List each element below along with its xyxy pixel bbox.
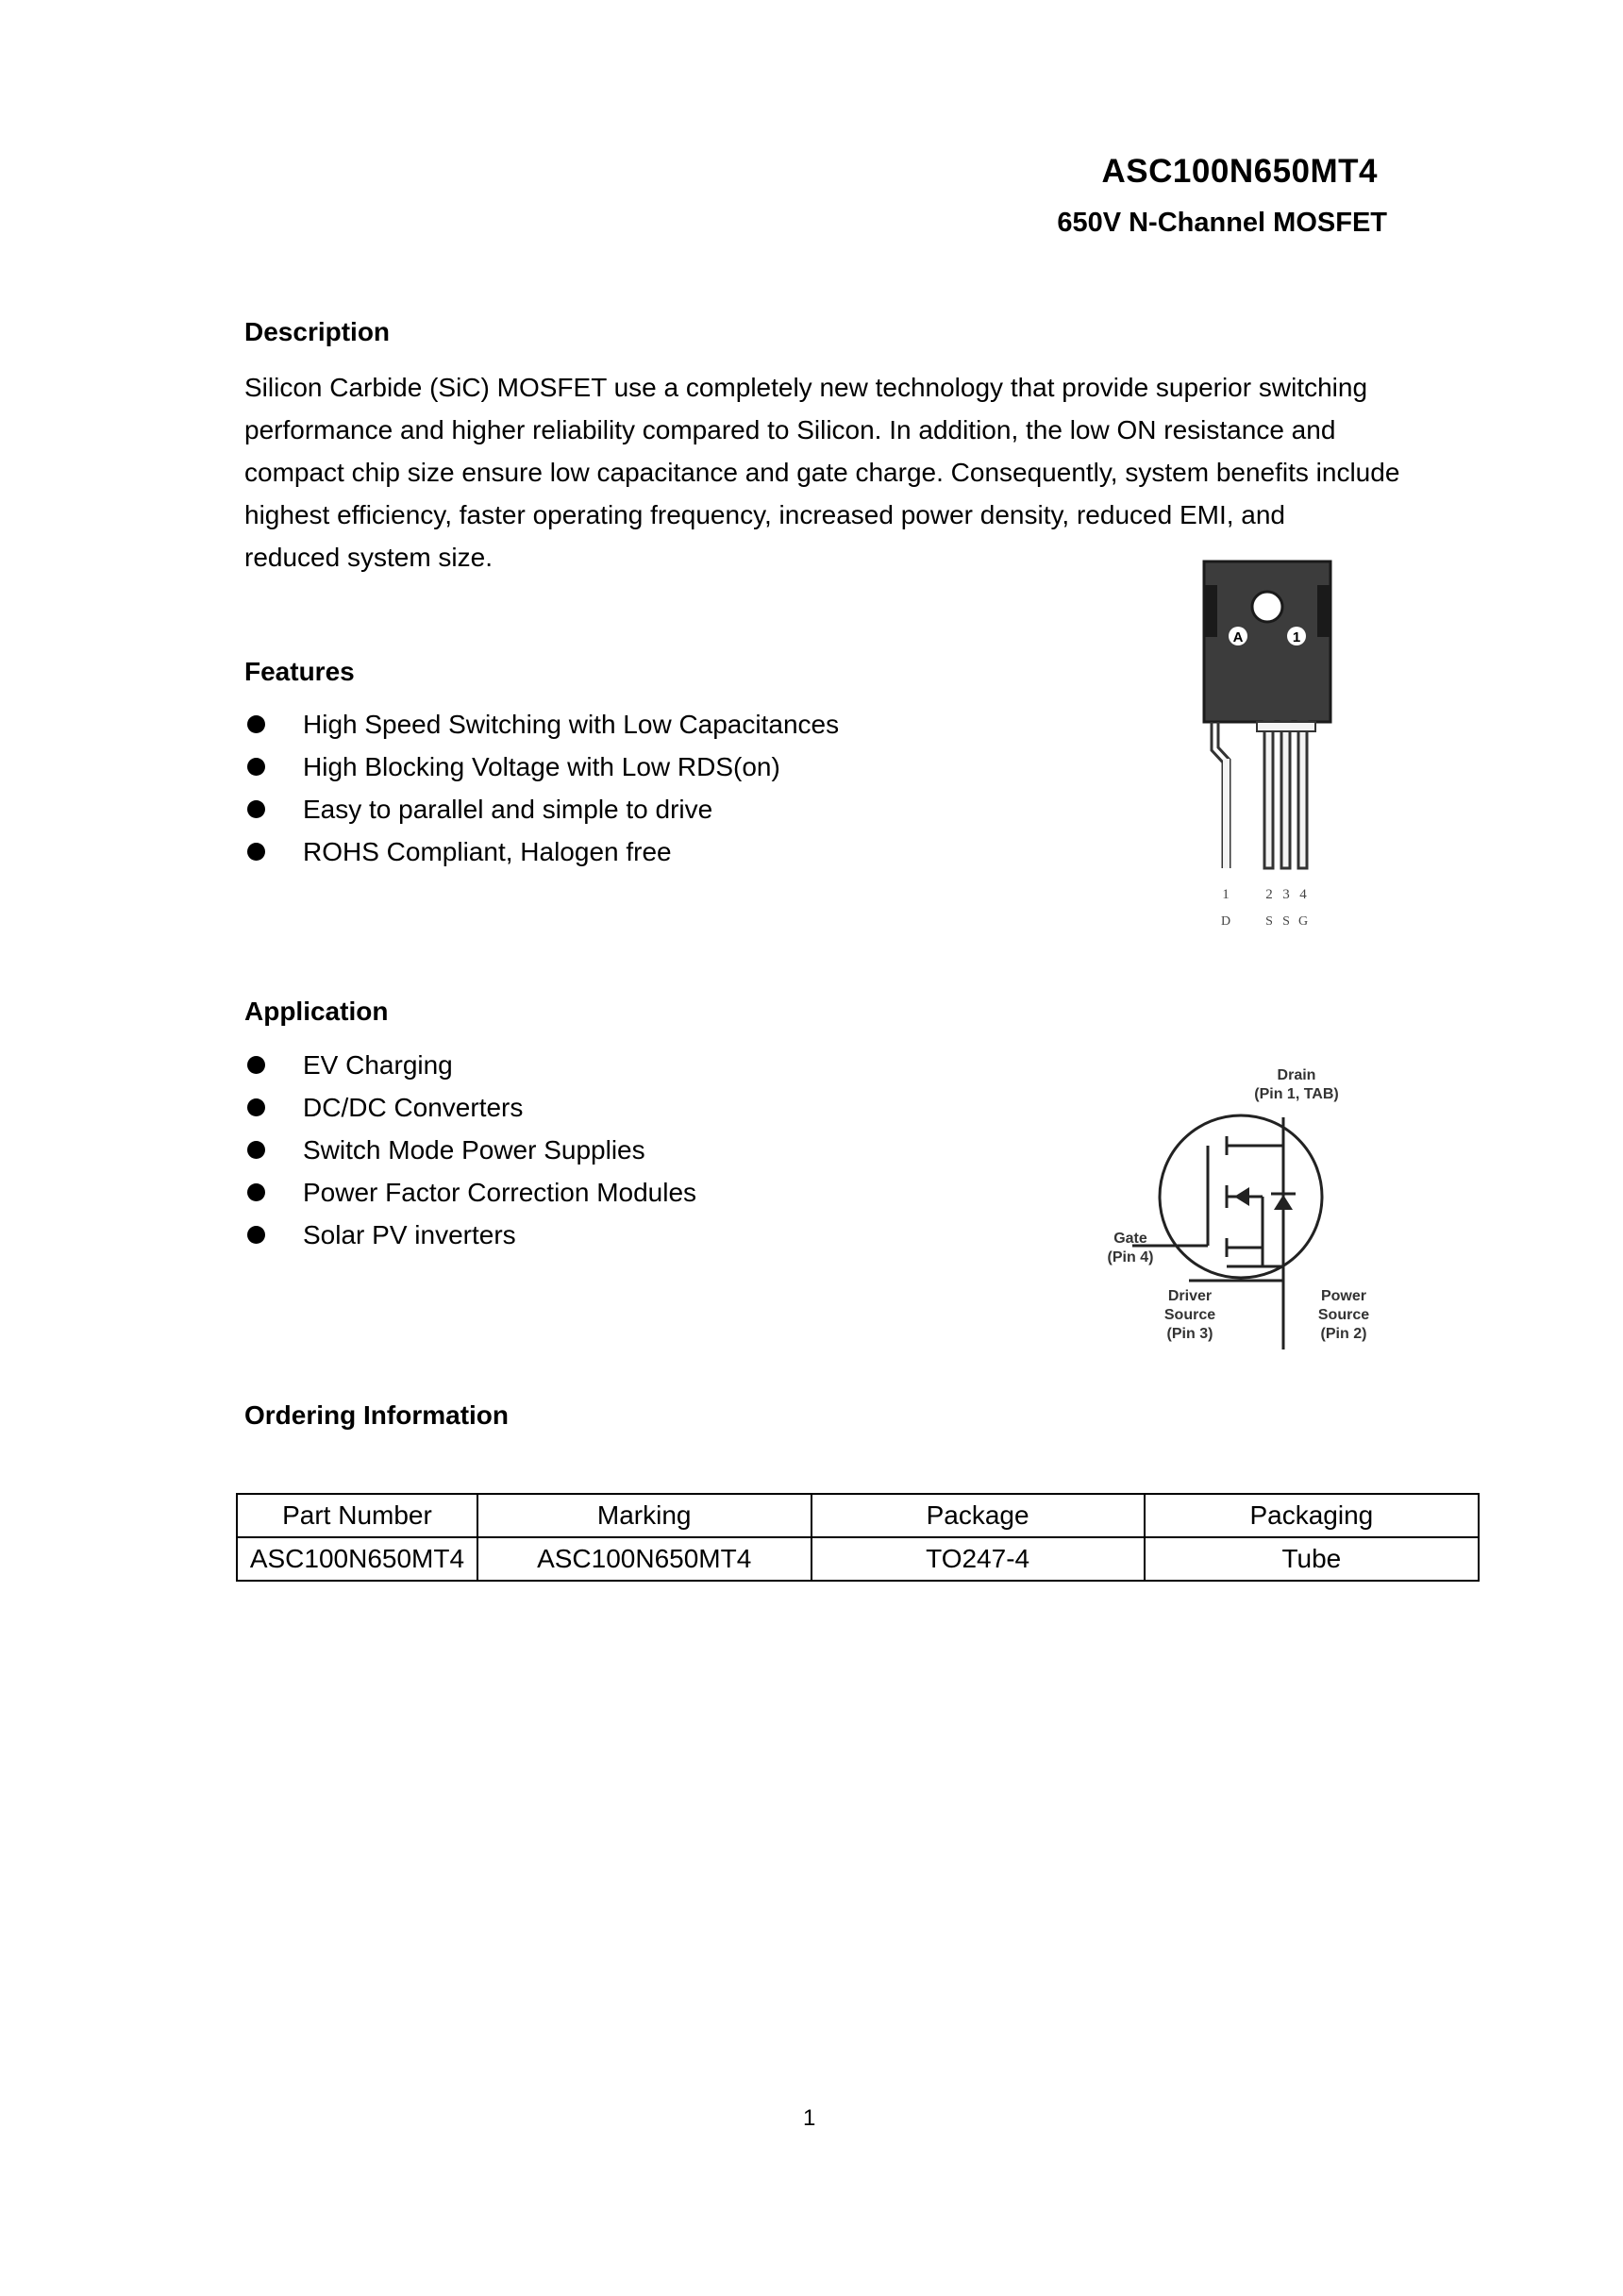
feature-text: Easy to parallel and simple to drive [303, 795, 713, 824]
feature-text: High Blocking Voltage with Low RDS(on) [303, 752, 780, 781]
pin-letter: G [1297, 914, 1309, 929]
column-header: Packaging [1145, 1494, 1479, 1537]
pin-number: 1 [1222, 887, 1230, 902]
column-header: Part Number [237, 1494, 477, 1537]
package-notch-right [1317, 585, 1330, 637]
list-item [244, 788, 839, 830]
driver-label: Driver [1167, 1288, 1213, 1304]
feature-text: ROHS Compliant, Halogen free [303, 837, 672, 866]
list-item [244, 1171, 696, 1214]
description-line: highest efficiency, faster operating frequency, increased power density, reduced EMI, and [244, 500, 1285, 529]
description-heading: Description [244, 317, 391, 346]
list-item [244, 1086, 696, 1129]
driver-source-label: Source [1163, 1307, 1216, 1323]
driver-pin-label: (Pin 3) [1166, 1326, 1213, 1342]
power-source-label: Source [1317, 1307, 1370, 1323]
power-label: Power [1320, 1288, 1367, 1304]
pin-letter: D [1220, 914, 1231, 929]
ordering-heading: Ordering Information [244, 1400, 509, 1430]
gate-pin-label: (Pin 4) [1107, 1249, 1154, 1265]
power-pin-label: (Pin 2) [1320, 1326, 1367, 1342]
marking-cell: ASC100N650MT4 [477, 1537, 812, 1581]
gate-label: Gate [1113, 1231, 1147, 1247]
bullet-icon [247, 758, 265, 776]
bullet-icon [247, 843, 265, 861]
description-line: reduced system size. [244, 543, 493, 572]
drain-label: Drain [1277, 1067, 1316, 1083]
lead-4 [1298, 722, 1307, 868]
bullet-icon [247, 800, 265, 818]
ordering-table [236, 1493, 1480, 1582]
part-number-title: ASC100N650MT4 [1101, 153, 1378, 190]
pin-letter: S [1282, 914, 1290, 929]
pin-number: 3 [1282, 887, 1290, 902]
application-text: DC/DC Converters [303, 1093, 524, 1122]
application-list [244, 1044, 696, 1256]
column-header: Marking [477, 1494, 812, 1537]
table-row [237, 1537, 1479, 1581]
description-line: compact chip size ensure low capacitance and gate charge. Consequently, system benefits include [244, 458, 1400, 487]
list-item [244, 703, 839, 746]
package-illustration [1189, 557, 1349, 944]
description-paragraph [244, 366, 1405, 578]
features-heading: Features [244, 657, 355, 686]
badge-1-text: 1 [1292, 629, 1301, 645]
page-number: 1 [803, 2105, 816, 2131]
bullet-icon [247, 715, 265, 733]
package-notch-left [1204, 585, 1217, 637]
lead-1-fill [1223, 759, 1230, 868]
mounting-hole-icon [1252, 592, 1282, 622]
list-item [244, 1214, 696, 1256]
lead-2 [1264, 722, 1273, 868]
drain-pin-label: (Pin 1, TAB) [1254, 1086, 1339, 1102]
bullet-icon [247, 1183, 265, 1201]
package-body [1204, 561, 1330, 722]
pin-letter: S [1265, 914, 1273, 929]
description-line: performance and higher reliability compared to Silicon. In addition, the low ON resistance and [244, 415, 1336, 444]
bullet-icon [247, 1098, 265, 1116]
application-heading: Application [244, 997, 389, 1026]
table-header-row [237, 1494, 1479, 1537]
lead-shoulder [1257, 722, 1315, 731]
part-subtitle: 650V N-Channel MOSFET [1057, 208, 1387, 238]
part-number-cell: ASC100N650MT4 [237, 1537, 477, 1581]
mosfet-schematic [1095, 1057, 1397, 1368]
bullet-icon [247, 1226, 265, 1244]
description-line: Silicon Carbide (SiC) MOSFET use a completely new technology that provide superior switching [244, 373, 1368, 402]
packaging-cell: Tube [1145, 1537, 1479, 1581]
list-item [244, 1044, 696, 1086]
channel-arrow-icon [1234, 1187, 1249, 1206]
pin-number: 2 [1265, 887, 1273, 902]
bullet-icon [247, 1141, 265, 1159]
lead-3 [1281, 722, 1290, 868]
application-text: Solar PV inverters [303, 1220, 516, 1249]
application-text: Power Factor Correction Modules [303, 1178, 697, 1207]
list-item [244, 1129, 696, 1171]
pin-number: 4 [1299, 887, 1307, 902]
package-cell: TO247-4 [812, 1537, 1145, 1581]
application-text: EV Charging [303, 1050, 453, 1080]
application-text: Switch Mode Power Supplies [303, 1135, 645, 1165]
badge-a-text: A [1232, 629, 1244, 645]
features-list [244, 703, 839, 873]
list-item [244, 830, 839, 873]
diode-triangle-icon [1274, 1195, 1293, 1210]
list-item [244, 746, 839, 788]
column-header: Package [812, 1494, 1145, 1537]
bullet-icon [247, 1056, 265, 1074]
feature-text: High Speed Switching with Low Capacitances [303, 710, 840, 739]
